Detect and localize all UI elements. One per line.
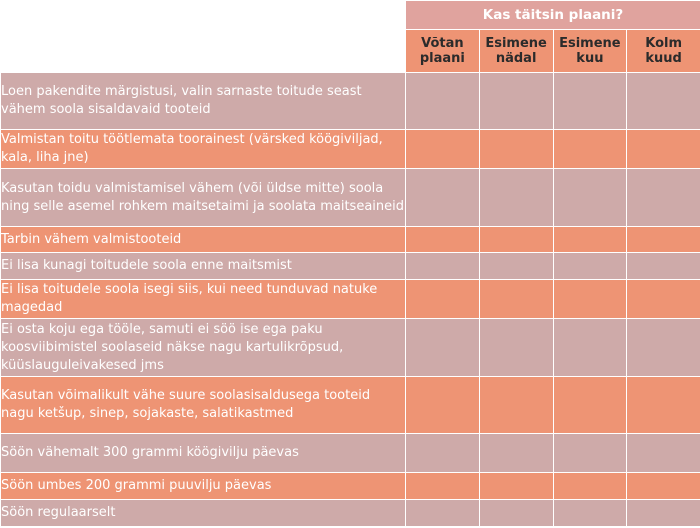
check-cell-first-week[interactable] xyxy=(479,73,553,130)
row-label: Valmistan toitu töötlemata toorainest (värsked köögiviljad, kala, liha jne) xyxy=(1,130,406,169)
row-label: Söön vähemalt 300 grammi köögivilju päevas xyxy=(1,434,406,473)
check-cell-plan[interactable] xyxy=(406,377,480,434)
row-label: Ei lisa kunagi toitudele soola enne maitsmist xyxy=(1,253,406,280)
check-cell-plan[interactable] xyxy=(406,280,480,319)
column-header-row xyxy=(1,30,700,73)
check-cell-first-month[interactable] xyxy=(553,319,627,377)
row-label: Tarbin vähem valmistooteid xyxy=(1,227,406,253)
table-row xyxy=(1,253,700,280)
super-header: Kas täitsin plaani? xyxy=(406,1,700,30)
column-header-three-months: Kolm kuud xyxy=(627,30,700,73)
check-cell-first-week[interactable] xyxy=(479,500,553,527)
table-row xyxy=(1,280,700,319)
check-cell-first-week[interactable] xyxy=(479,253,553,280)
check-cell-first-month[interactable] xyxy=(553,73,627,130)
check-cell-three-months[interactable] xyxy=(627,73,700,130)
check-cell-first-week[interactable] xyxy=(479,169,553,227)
check-cell-plan[interactable] xyxy=(406,227,480,253)
table-row xyxy=(1,434,700,473)
row-label: Söön umbes 200 grammi puuvilju päevas xyxy=(1,473,406,500)
check-cell-plan[interactable] xyxy=(406,473,480,500)
check-cell-three-months[interactable] xyxy=(627,377,700,434)
column-header-plan: Võtan plaani xyxy=(406,30,480,73)
check-cell-three-months[interactable] xyxy=(627,169,700,227)
column-header-first-month: Esimene kuu xyxy=(553,30,627,73)
column-header-first-week: Esimene nädal xyxy=(479,30,553,73)
check-cell-first-month[interactable] xyxy=(553,227,627,253)
check-cell-first-month[interactable] xyxy=(553,434,627,473)
check-cell-first-week[interactable] xyxy=(479,434,553,473)
check-cell-plan[interactable] xyxy=(406,319,480,377)
check-cell-first-month[interactable] xyxy=(553,130,627,169)
row-label: Söön regulaarselt xyxy=(1,500,406,527)
check-cell-first-month[interactable] xyxy=(553,253,627,280)
table-row xyxy=(1,73,700,130)
row-label: Loen pakendite märgistusi, valin sarnaste toitude seast vähem soola sisaldavaid tooteid xyxy=(1,73,406,130)
check-cell-plan[interactable] xyxy=(406,73,480,130)
check-cell-first-week[interactable] xyxy=(479,130,553,169)
check-cell-first-month[interactable] xyxy=(553,473,627,500)
row-label: Ei lisa toitudele soola isegi siis, kui need tunduvad natuke magedad xyxy=(1,280,406,319)
check-cell-plan[interactable] xyxy=(406,434,480,473)
table-row xyxy=(1,319,700,377)
check-cell-first-week[interactable] xyxy=(479,377,553,434)
table-row xyxy=(1,130,700,169)
check-cell-first-month[interactable] xyxy=(553,280,627,319)
check-cell-plan[interactable] xyxy=(406,130,480,169)
table-row xyxy=(1,227,700,253)
row-label: Kasutan toidu valmistamisel vähem (või üldse mitte) soola ning selle asemel rohkem maitsetaimi ja soolata maitseaineid xyxy=(1,169,406,227)
check-cell-three-months[interactable] xyxy=(627,130,700,169)
check-cell-first-month[interactable] xyxy=(553,377,627,434)
check-cell-three-months[interactable] xyxy=(627,227,700,253)
header-blank xyxy=(1,1,406,30)
table-row xyxy=(1,473,700,500)
check-cell-first-month[interactable] xyxy=(553,169,627,227)
table-row xyxy=(1,169,700,227)
check-cell-first-week[interactable] xyxy=(479,473,553,500)
check-cell-first-week[interactable] xyxy=(479,319,553,377)
check-cell-three-months[interactable] xyxy=(627,473,700,500)
super-header-row xyxy=(1,1,700,30)
check-cell-plan[interactable] xyxy=(406,169,480,227)
check-cell-plan[interactable] xyxy=(406,253,480,280)
header-blank-label xyxy=(1,30,406,73)
row-label: Kasutan võimalikult vähe suure soolasisaldusega tooteid nagu ketšup, sinep, sojakaste, salatikastmed xyxy=(1,377,406,434)
check-cell-three-months[interactable] xyxy=(627,500,700,527)
check-cell-three-months[interactable] xyxy=(627,434,700,473)
check-cell-three-months[interactable] xyxy=(627,280,700,319)
check-cell-first-week[interactable] xyxy=(479,227,553,253)
check-cell-first-week[interactable] xyxy=(479,280,553,319)
check-cell-first-month[interactable] xyxy=(553,500,627,527)
table-row xyxy=(1,500,700,527)
table-row xyxy=(1,377,700,434)
check-cell-three-months[interactable] xyxy=(627,319,700,377)
check-cell-plan[interactable] xyxy=(406,500,480,527)
row-label: Ei osta koju ega tööle, samuti ei söö ise ega paku koosviibimistel soolaseid näkse nagu kartulikrõpsud, küüslauguleivakesed jms xyxy=(1,319,406,377)
check-cell-three-months[interactable] xyxy=(627,253,700,280)
